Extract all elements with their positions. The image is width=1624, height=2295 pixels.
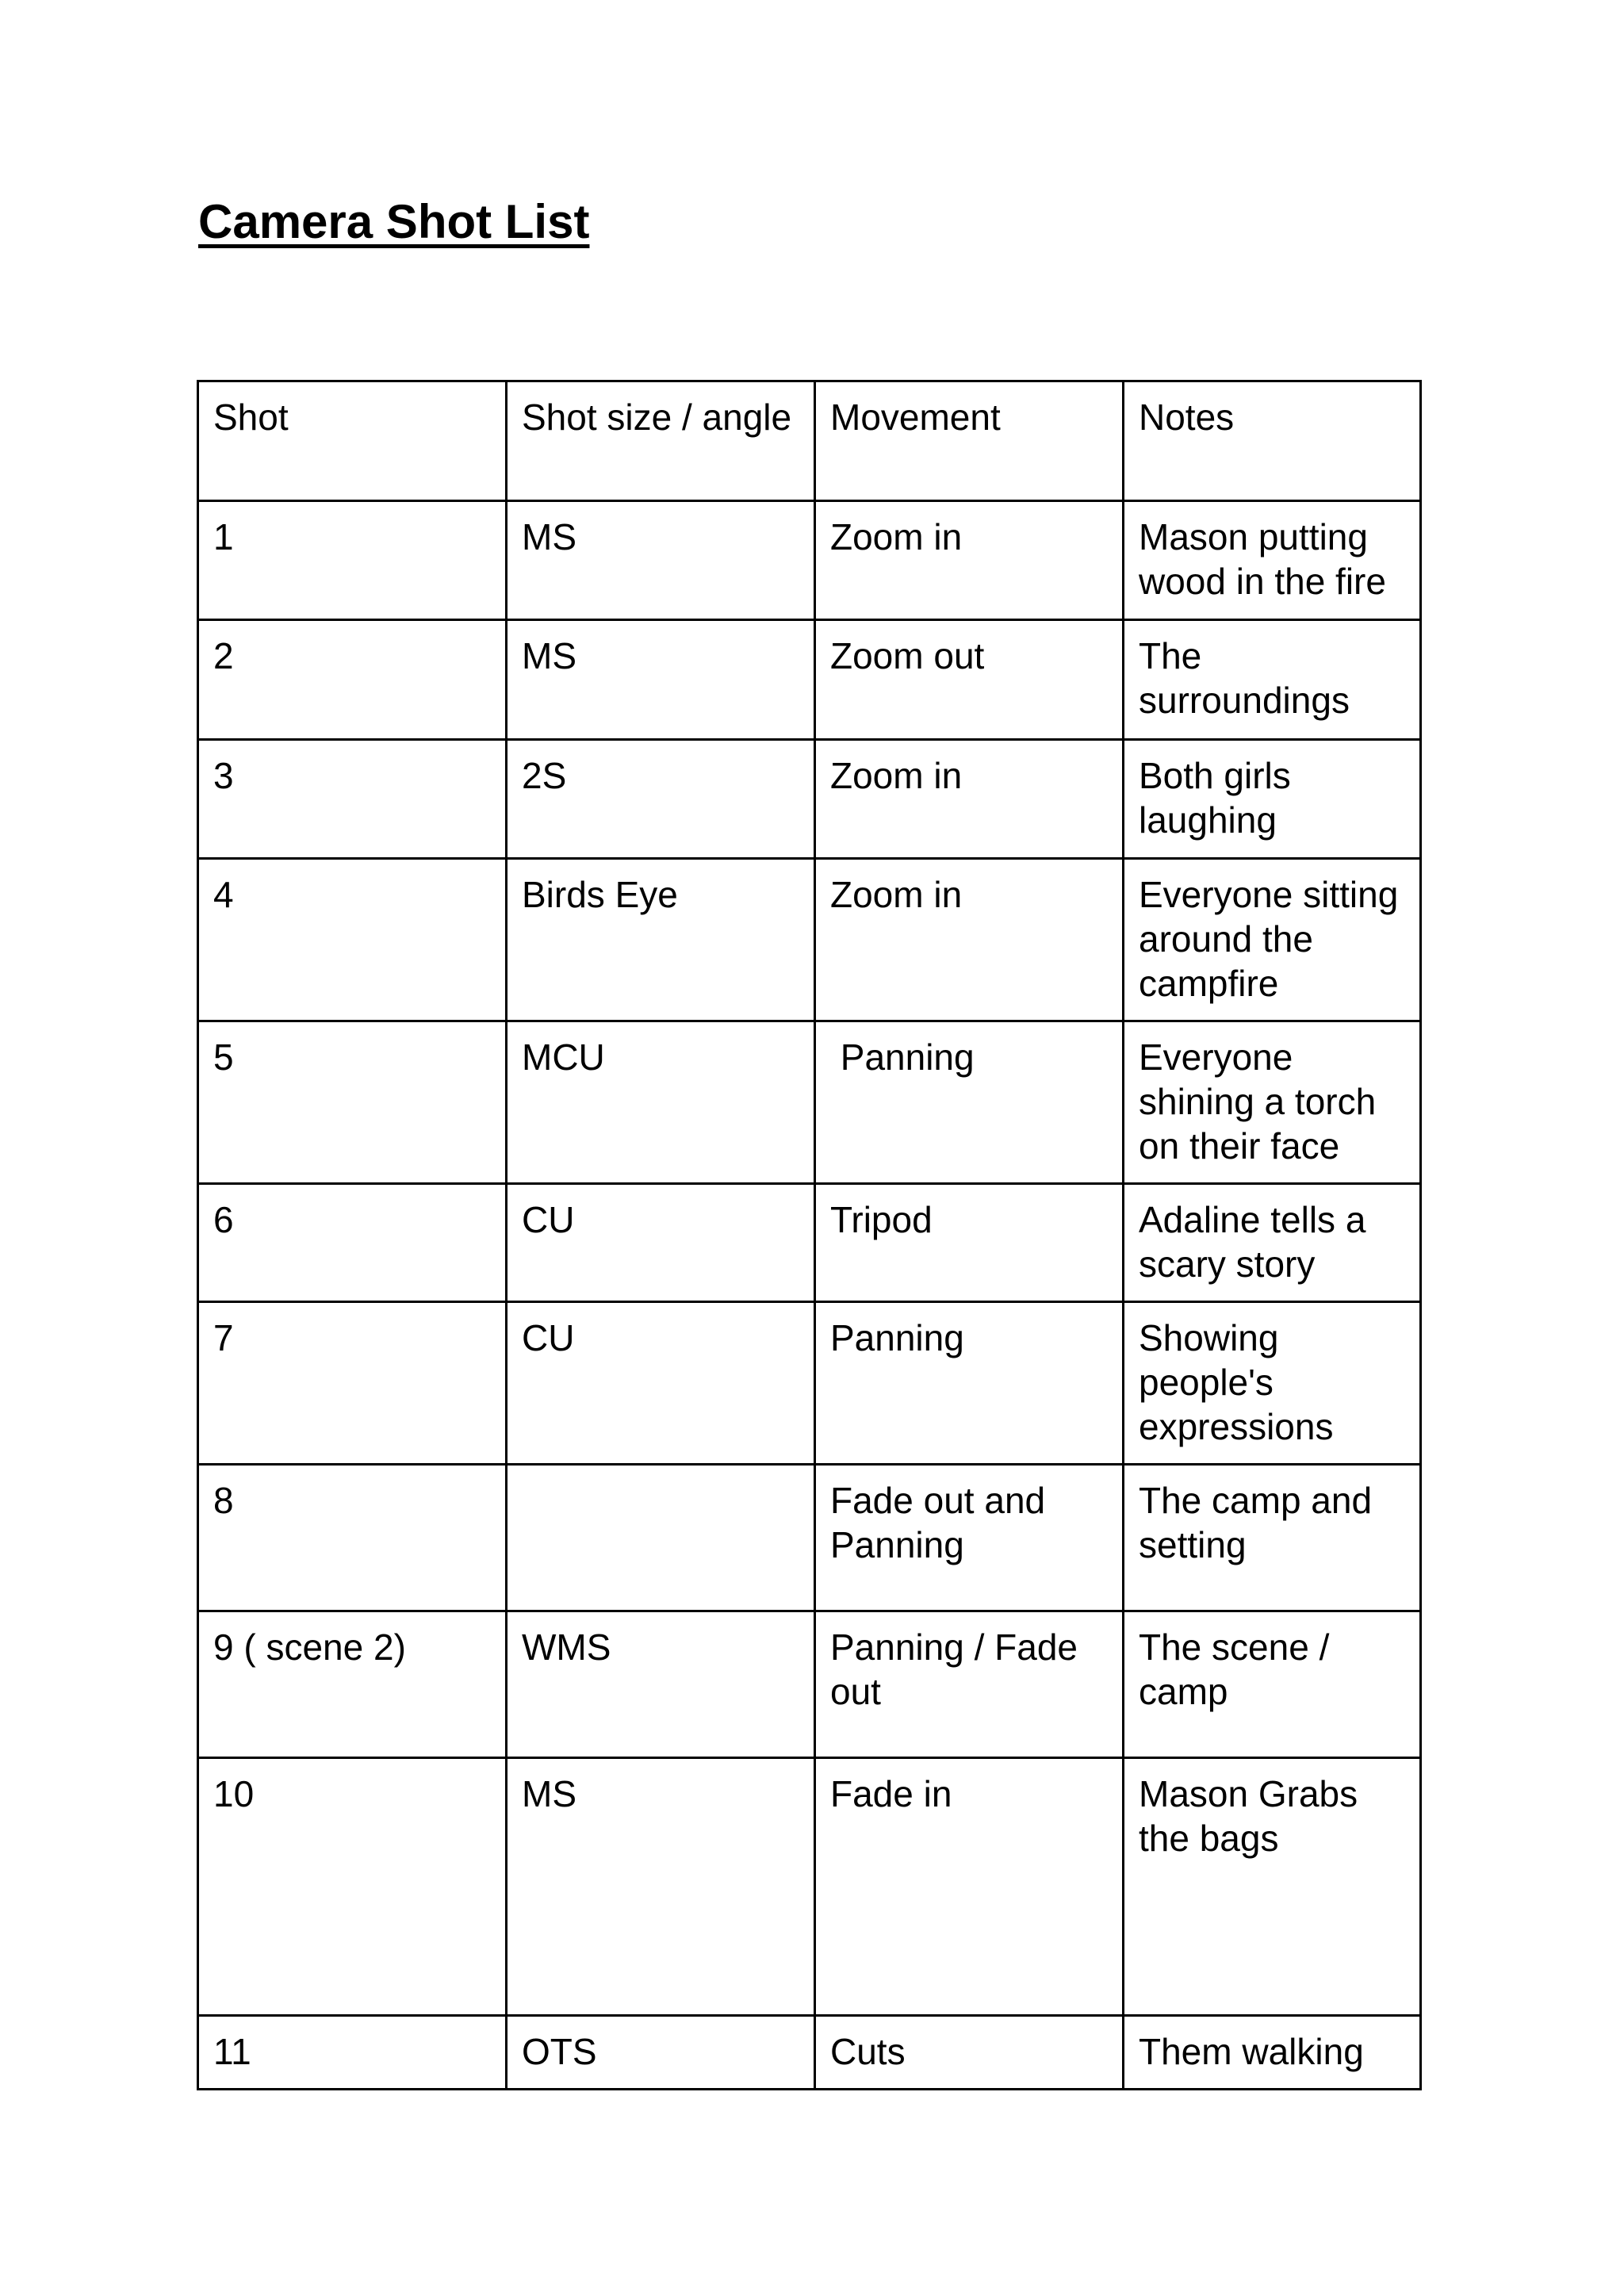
cell-movement: Tripod	[815, 1184, 1124, 1302]
table-row	[198, 2016, 1421, 2090]
cell-movement: Zoom in	[815, 501, 1124, 620]
cell-movement: Zoom in	[815, 859, 1124, 1021]
cell-notes: Showing people's expressions	[1124, 1302, 1421, 1465]
table-row	[198, 1021, 1421, 1184]
cell-movement: Panning	[815, 1021, 1124, 1184]
cell-shot-size: 2S	[507, 740, 815, 859]
table-row	[198, 1184, 1421, 1302]
table-row	[198, 1302, 1421, 1465]
cell-notes: Everyone sitting around the campfire	[1124, 859, 1421, 1021]
table-header-row	[198, 381, 1421, 501]
header-notes: Notes	[1124, 381, 1421, 501]
cell-notes: Both girls laughing	[1124, 740, 1421, 859]
cell-shot-size: OTS	[507, 2016, 815, 2090]
cell-shot-size: MS	[507, 620, 815, 740]
table-row	[198, 620, 1421, 740]
cell-movement: Zoom in	[815, 740, 1124, 859]
cell-shot: 7	[198, 1302, 507, 1465]
cell-notes: Everyone shining a torch on their face	[1124, 1021, 1421, 1184]
cell-shot: 6	[198, 1184, 507, 1302]
cell-shot: 4	[198, 859, 507, 1021]
shot-list-table	[197, 380, 1422, 2090]
cell-notes: The surroundings	[1124, 620, 1421, 740]
cell-shot: 8	[198, 1465, 507, 1611]
table-row	[198, 1611, 1421, 1758]
table-row	[198, 1465, 1421, 1611]
cell-movement: Fade in	[815, 1758, 1124, 2016]
cell-shot: 1	[198, 501, 507, 620]
cell-shot-size: Birds Eye	[507, 859, 815, 1021]
cell-shot-size: WMS	[507, 1611, 815, 1758]
cell-shot: 5	[198, 1021, 507, 1184]
header-shot-size-angle: Shot size / angle	[507, 381, 815, 501]
header-shot: Shot	[198, 381, 507, 501]
table-row	[198, 1758, 1421, 2016]
cell-movement: Fade out and Panning	[815, 1465, 1124, 1611]
cell-shot-size: CU	[507, 1302, 815, 1465]
cell-movement: Panning / Fade out	[815, 1611, 1124, 1758]
cell-shot: 9 ( scene 2)	[198, 1611, 507, 1758]
page-title: Camera Shot List	[198, 195, 590, 248]
cell-shot-size: MS	[507, 501, 815, 620]
cell-shot-size	[507, 1465, 815, 1611]
cell-movement: Zoom out	[815, 620, 1124, 740]
cell-notes: Mason putting wood in the fire	[1124, 501, 1421, 620]
cell-notes: Mason Grabs the bags	[1124, 1758, 1421, 2016]
cell-shot: 10	[198, 1758, 507, 2016]
cell-shot: 3	[198, 740, 507, 859]
cell-notes: The scene / camp	[1124, 1611, 1421, 1758]
table-row	[198, 859, 1421, 1021]
header-movement: Movement	[815, 381, 1124, 501]
table-row	[198, 501, 1421, 620]
cell-notes: Adaline tells a scary story	[1124, 1184, 1421, 1302]
cell-movement: Cuts	[815, 2016, 1124, 2090]
cell-shot-size: CU	[507, 1184, 815, 1302]
cell-shot: 11	[198, 2016, 507, 2090]
table-row	[198, 740, 1421, 859]
cell-shot-size: MCU	[507, 1021, 815, 1184]
cell-shot: 2	[198, 620, 507, 740]
cell-notes: The camp and setting	[1124, 1465, 1421, 1611]
cell-movement: Panning	[815, 1302, 1124, 1465]
cell-notes: Them walking	[1124, 2016, 1421, 2090]
cell-shot-size: MS	[507, 1758, 815, 2016]
